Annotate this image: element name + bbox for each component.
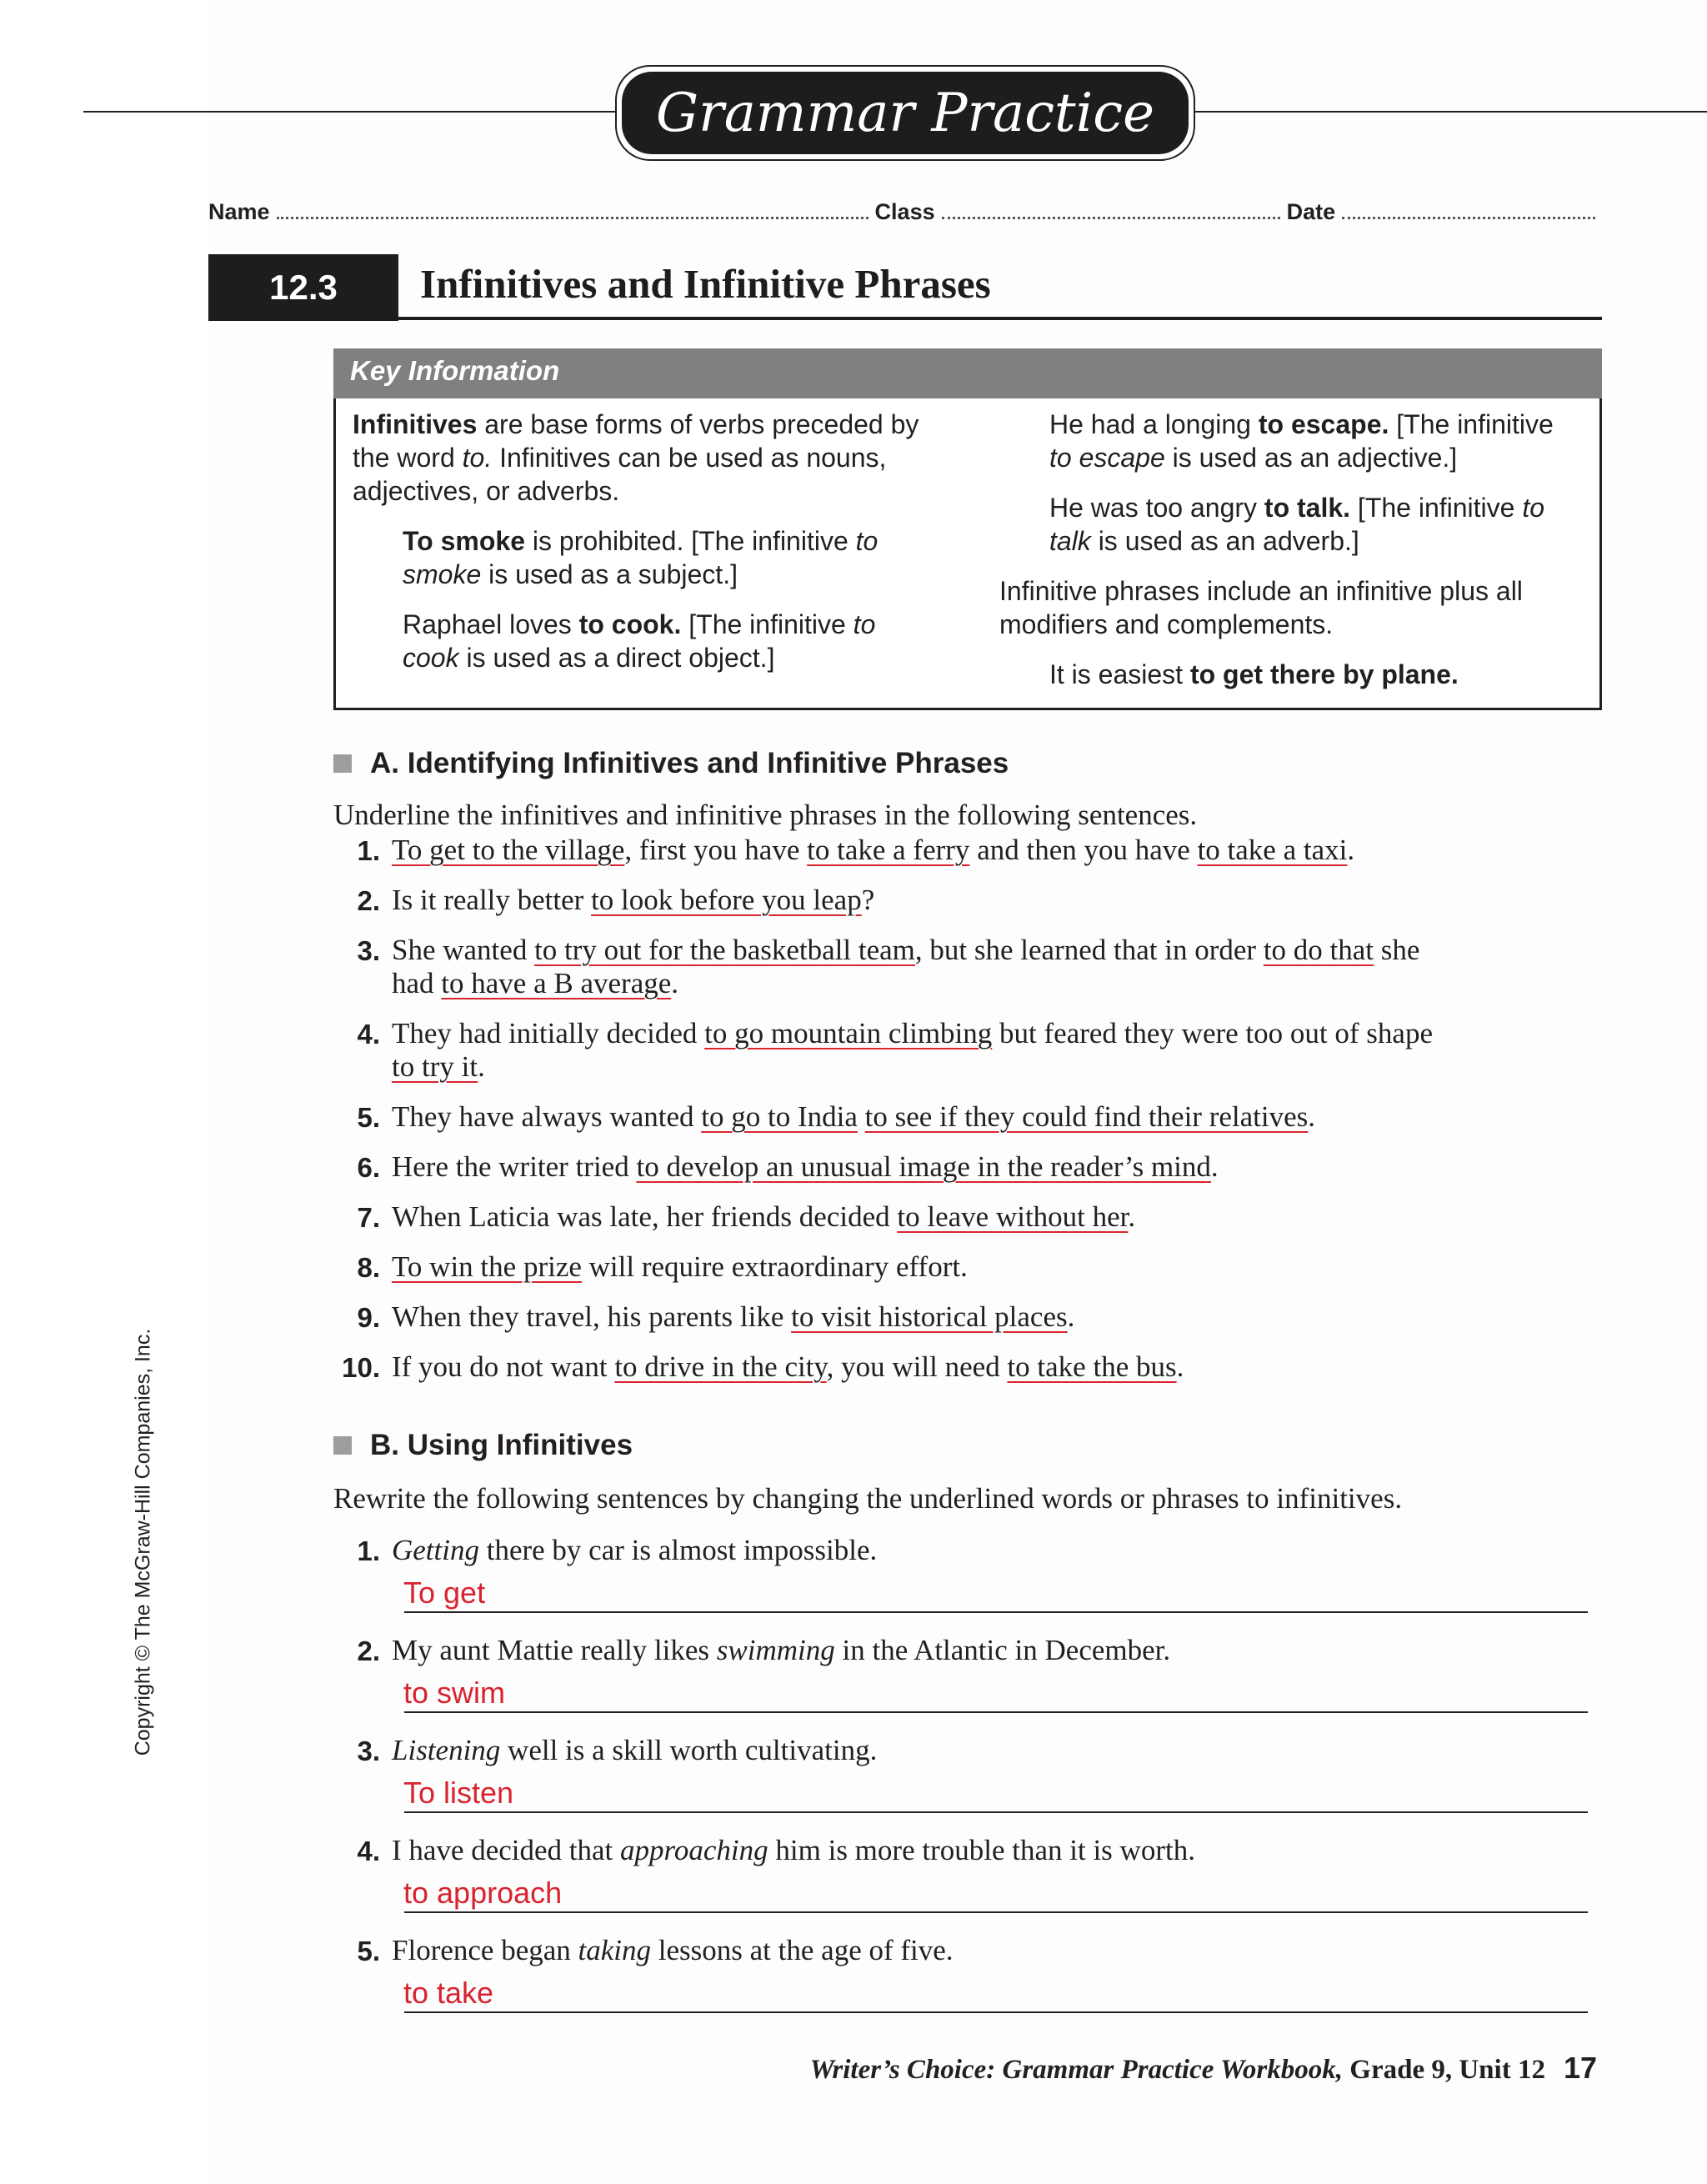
exercise-a-sentence bbox=[392, 834, 1354, 867]
name-label: Name bbox=[208, 199, 270, 224]
item-number: 5. bbox=[357, 1102, 380, 1133]
underlined-infinitive: to have a B average bbox=[441, 967, 672, 999]
underlined-infinitive: to take the bus bbox=[1007, 1350, 1177, 1383]
date-label: Date bbox=[1286, 199, 1336, 224]
underlined-infinitive: to develop an unusual image in the reader’s mind bbox=[636, 1150, 1211, 1183]
italic-term: to talk bbox=[1049, 493, 1545, 556]
square-bullet-icon bbox=[333, 754, 352, 773]
exercise-b-heading bbox=[333, 1429, 633, 1462]
underlined-infinitive: to try it bbox=[392, 1050, 478, 1083]
class-label: Class bbox=[874, 199, 935, 224]
exercise-a-title: A. Identifying Infinitives and Infinitive Phrases bbox=[370, 747, 1009, 779]
italic-term: taking bbox=[578, 1934, 652, 1966]
item-number: 4. bbox=[357, 1019, 380, 1049]
italic-term: approaching bbox=[620, 1834, 768, 1866]
exercise-a-sentence bbox=[392, 884, 874, 917]
text-run: [The infinitive bbox=[681, 609, 854, 639]
item-number: 2. bbox=[357, 885, 380, 916]
exercise-a-sentence bbox=[392, 1300, 1074, 1334]
key-example-direct-object bbox=[403, 608, 919, 674]
section-number: 12.3 bbox=[208, 254, 398, 321]
underlined-infinitive: to leave without her bbox=[897, 1200, 1129, 1233]
text-run: [The infinitive bbox=[1350, 493, 1523, 523]
underlined-infinitive: to drive in the city bbox=[614, 1350, 827, 1383]
exercise-a-sentence bbox=[392, 934, 1419, 967]
text-run: but feared they were too out of shape bbox=[992, 1017, 1433, 1049]
text-run: They have always wanted bbox=[392, 1100, 702, 1133]
answer-line bbox=[404, 2011, 1588, 2013]
section-title: Infinitives and Infinitive Phrases bbox=[420, 261, 991, 307]
item-number: 6. bbox=[357, 1152, 380, 1183]
bold-term: to escape. bbox=[1258, 409, 1389, 439]
italic-term: Getting bbox=[392, 1534, 479, 1566]
class-field[interactable] bbox=[942, 217, 1280, 219]
text-run: It is easiest bbox=[1049, 659, 1190, 689]
key-example-phrase bbox=[1049, 658, 1583, 691]
key-example-adverb bbox=[1049, 491, 1583, 558]
bold-term: Infinitives bbox=[353, 409, 478, 439]
text-run: ? bbox=[861, 884, 875, 916]
text-run: and then you have bbox=[969, 834, 1198, 866]
text-run: . bbox=[478, 1050, 485, 1083]
key-example-subject bbox=[403, 524, 919, 591]
text-run: Infinitives can be used as nouns, adjectives, or adverbs. bbox=[353, 443, 887, 506]
text-run: Raphael loves bbox=[403, 609, 579, 639]
exercise-a-heading bbox=[333, 747, 1009, 780]
text-run: will require extraordinary effort. bbox=[581, 1250, 968, 1283]
text-run: He had a longing bbox=[1049, 409, 1259, 439]
text-run: . bbox=[671, 967, 679, 999]
answer-line bbox=[404, 1611, 1588, 1613]
exercise-a-sentence bbox=[392, 1017, 1433, 1050]
item-number: 3. bbox=[357, 935, 380, 966]
underlined-infinitive: to try out for the basketball team bbox=[534, 934, 915, 966]
text-run: in the Atlantic in December. bbox=[834, 1634, 1171, 1666]
banner-title: Grammar Practice bbox=[622, 72, 1189, 154]
text-run: If you do not want bbox=[392, 1350, 615, 1383]
answer-text[interactable]: To listen bbox=[403, 1776, 514, 1810]
text-run: Florence began bbox=[392, 1934, 578, 1966]
underlined-infinitive: to take a ferry bbox=[807, 834, 970, 866]
text-run: is prohibited. [The infinitive bbox=[525, 526, 856, 556]
item-number: 10. bbox=[342, 1352, 380, 1383]
header-rule-right bbox=[1190, 111, 1707, 113]
text-run: Infinitive phrases include an infinitive plus all modifiers and complements. bbox=[999, 576, 1523, 639]
bold-term: to cook. bbox=[578, 609, 682, 639]
text-run: . bbox=[1308, 1100, 1316, 1133]
text-run: had bbox=[392, 967, 442, 999]
text-run: , first you have bbox=[624, 834, 808, 866]
item-number: 3. bbox=[357, 1736, 380, 1766]
date-field[interactable] bbox=[1342, 217, 1595, 219]
key-phrases-definition bbox=[999, 574, 1583, 641]
item-number: 7. bbox=[357, 1202, 380, 1233]
exercise-b-title: B. Using Infinitives bbox=[370, 1429, 633, 1461]
exercise-a-sentence bbox=[392, 1050, 485, 1084]
text-run: she bbox=[1374, 934, 1420, 966]
text-run: When Laticia was late, her friends decided bbox=[392, 1200, 898, 1233]
item-number: 5. bbox=[357, 1936, 380, 1966]
item-number: 8. bbox=[357, 1252, 380, 1283]
text-run: He was too angry bbox=[1049, 493, 1264, 523]
text-run: well is a skill worth cultivating. bbox=[500, 1734, 878, 1766]
text-run: . bbox=[1176, 1350, 1184, 1383]
name-class-date-row bbox=[208, 192, 1602, 225]
item-number: 1. bbox=[357, 1535, 380, 1566]
answer-line bbox=[404, 1911, 1588, 1913]
text-run: are base forms of verbs preceded by the word bbox=[353, 409, 919, 473]
answer-text[interactable]: to take bbox=[403, 1976, 494, 2010]
answer-line bbox=[404, 1711, 1588, 1713]
text-run: She wanted bbox=[392, 934, 535, 966]
bold-term: to get there by plane. bbox=[1189, 659, 1459, 689]
header-rule-left bbox=[83, 111, 621, 113]
italic-term: to escape bbox=[1049, 443, 1165, 473]
exercise-b-sentence bbox=[392, 1934, 954, 1967]
exercise-a-sentence bbox=[392, 1200, 1135, 1234]
text-run: Here the writer tried bbox=[392, 1150, 637, 1183]
answer-text[interactable]: to swim bbox=[403, 1676, 506, 1710]
text-run: there by car is almost impossible. bbox=[478, 1534, 878, 1566]
underlined-infinitive: to take a taxi bbox=[1197, 834, 1348, 866]
italic-term: Listening bbox=[392, 1734, 501, 1766]
name-field[interactable] bbox=[277, 217, 869, 219]
italic-term: to smoke bbox=[403, 526, 879, 589]
exercise-b-sentence bbox=[392, 1634, 1170, 1667]
answer-text[interactable]: To get bbox=[403, 1575, 486, 1610]
item-number: 4. bbox=[357, 1836, 380, 1866]
bold-term: to talk. bbox=[1264, 493, 1351, 523]
answer-text[interactable]: to approach bbox=[403, 1876, 563, 1910]
key-example-adjective bbox=[1049, 408, 1583, 474]
key-information-heading: Key Information bbox=[333, 348, 1602, 398]
underlined-infinitive: to look before you leap bbox=[591, 884, 862, 916]
exercise-b-sentence bbox=[392, 1734, 877, 1767]
exercise-a-instruction: Underline the infinitives and infinitive phrases in the following sentences. bbox=[333, 799, 1198, 831]
bold-term: To smoke bbox=[403, 526, 525, 556]
text-run: My aunt Mattie really likes bbox=[392, 1634, 717, 1666]
answer-line bbox=[404, 1811, 1588, 1813]
underlined-infinitive: to go to India bbox=[701, 1100, 858, 1133]
text-run: When they travel, his parents like bbox=[392, 1300, 792, 1333]
text-run: is used as an adverb.] bbox=[1090, 526, 1359, 556]
underlined-infinitive: to go mountain climbing bbox=[704, 1017, 993, 1049]
section-title-rule bbox=[398, 317, 1602, 320]
text-run: Is it really better bbox=[392, 884, 592, 916]
item-number: 9. bbox=[357, 1302, 380, 1333]
text-run: I have decided that bbox=[392, 1834, 621, 1866]
exercise-a-sentence bbox=[392, 1150, 1219, 1184]
text-run: him is more trouble than it is worth. bbox=[768, 1834, 1195, 1866]
underlined-infinitive: To win the prize bbox=[392, 1250, 582, 1283]
text-run: . bbox=[1210, 1150, 1219, 1183]
exercise-b-instruction: Rewrite the following sentences by changing the underlined words or phrases to infinitives. bbox=[333, 1482, 1403, 1515]
italic-term: to cook bbox=[403, 609, 876, 673]
exercise-a-sentence bbox=[392, 967, 678, 1000]
footer bbox=[810, 2051, 1597, 2086]
text-run: , but she learned that in order bbox=[914, 934, 1264, 966]
underlined-infinitive: To get to the village bbox=[392, 834, 625, 866]
footer-book-title: Writer’s Choice: Grammar Practice Workbook, bbox=[809, 2055, 1344, 2085]
underlined-infinitive: to visit historical places bbox=[791, 1300, 1068, 1333]
exercise-a-sentence bbox=[392, 1350, 1184, 1384]
exercise-b-sentence bbox=[392, 1834, 1195, 1867]
text-run: . bbox=[1067, 1300, 1075, 1333]
text-run: , you will need bbox=[826, 1350, 1008, 1383]
italic-term: swimming bbox=[716, 1634, 835, 1666]
text-run: lessons at the age of five. bbox=[651, 1934, 954, 1966]
key-intro bbox=[353, 408, 953, 508]
underlined-infinitive: to see if they could find their relatives bbox=[864, 1100, 1309, 1133]
page-number: 17 bbox=[1563, 2051, 1597, 2085]
footer-grade-unit: Grade 9, Unit 12 bbox=[1343, 2055, 1545, 2085]
exercise-a-sentence bbox=[392, 1250, 968, 1284]
text-run: [The infinitive bbox=[1389, 409, 1554, 439]
text-run: is used as a subject.] bbox=[481, 559, 738, 589]
text-run: is used as a direct object.] bbox=[458, 643, 775, 673]
italic-term: to. bbox=[462, 443, 493, 473]
square-bullet-icon bbox=[333, 1436, 352, 1455]
text-run: . bbox=[1347, 834, 1355, 866]
text-run bbox=[858, 1100, 865, 1133]
exercise-a-sentence bbox=[392, 1100, 1315, 1134]
text-run: . bbox=[1128, 1200, 1136, 1233]
copyright-notice: Copyright © The McGraw-Hill Companies, Inc. bbox=[131, 1328, 155, 1756]
text-run: They had initially decided bbox=[392, 1017, 705, 1049]
item-number: 1. bbox=[357, 835, 380, 866]
item-number: 2. bbox=[357, 1635, 380, 1666]
exercise-b-sentence bbox=[392, 1534, 877, 1567]
underlined-infinitive: to do that bbox=[1263, 934, 1374, 966]
text-run: is used as an adjective.] bbox=[1164, 443, 1458, 473]
